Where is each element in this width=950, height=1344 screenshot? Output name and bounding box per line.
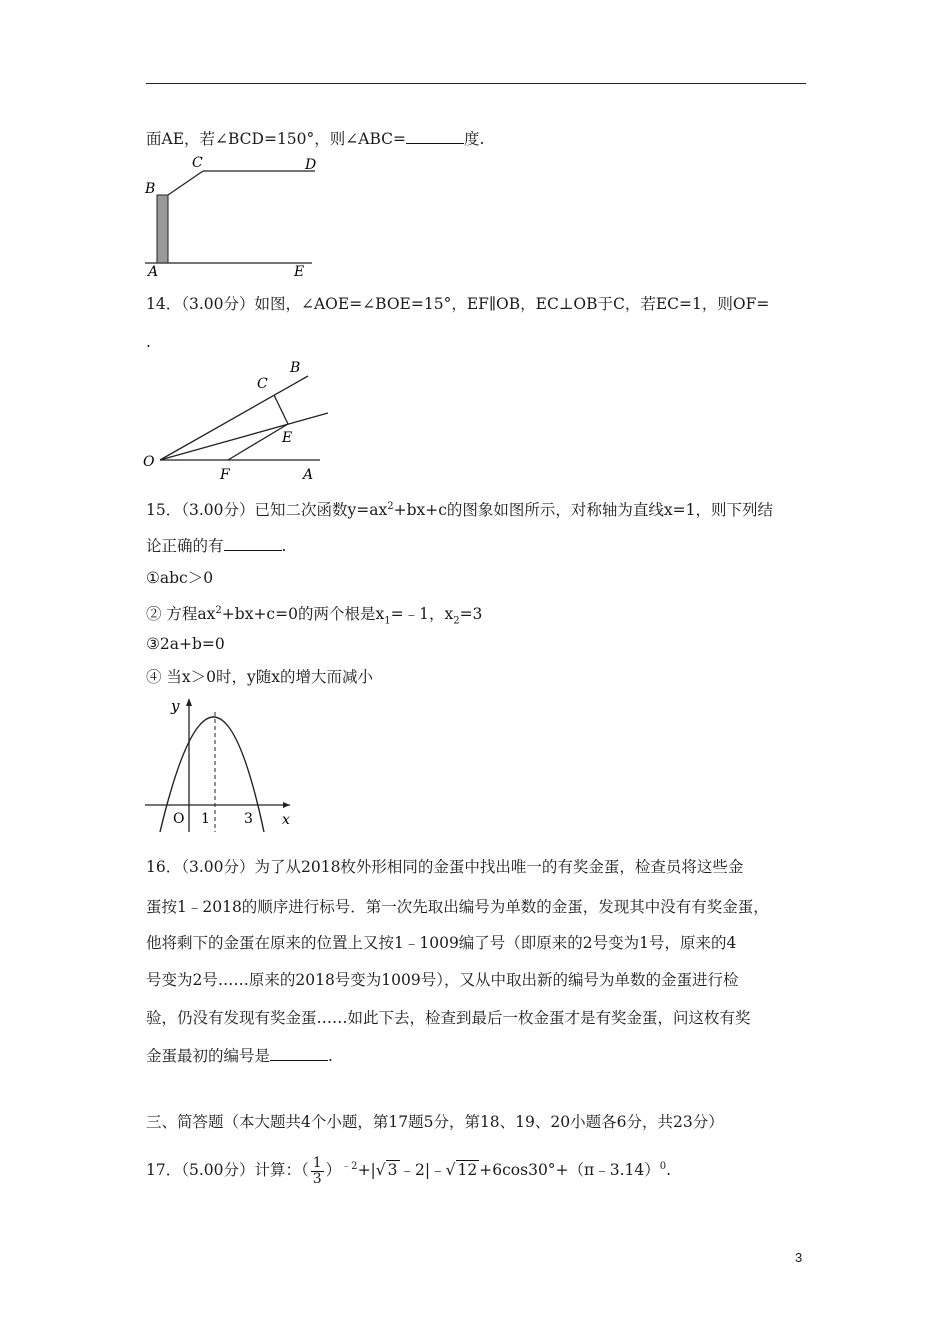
label-one: 1 [201, 811, 210, 827]
answer-blank-13[interactable] [406, 128, 464, 144]
q17-part1: ） [325, 1161, 342, 1180]
page-number: 3 [795, 1250, 803, 1265]
q15-option-1 [146, 568, 213, 588]
q15-line2-text: 论正确的有 [146, 537, 224, 555]
label-b: B [145, 181, 156, 197]
sqrt-3-radicand: 3 [387, 1161, 398, 1180]
sqrt-sign-12: √ [445, 1161, 456, 1180]
label-x: x [282, 812, 290, 828]
label-e: E [282, 430, 293, 446]
q16-line-6-text: 金蛋最初的编号是 [146, 1047, 271, 1065]
fraction-numerator: 1 [312, 1154, 322, 1171]
section-3-text: 三、简答题（本大题共4个小题，第17题5分，第18、19、20小题各6分，共23分） [146, 1113, 724, 1131]
label-a: A [303, 467, 314, 483]
label-y: y [171, 697, 180, 715]
q13-text-before: 面AE，若∠BCD=150°，则∠ABC= [146, 130, 406, 148]
q16-line-2 [146, 897, 769, 917]
label-o: O [143, 454, 155, 470]
label-a: A [148, 264, 159, 280]
q16-line-2-text: 蛋按1﹣2018的顺序进行标号．第一次先取出编号为单数的金蛋，发现其中没有有奖金蛋， [146, 898, 769, 916]
segment-ec [274, 395, 288, 424]
q16-line-3-text: 他将剩下的金蛋在原来的位置上又按1﹣1009编了号（即原来的2号变为1号，原来的4 [146, 934, 737, 952]
q15-line2-end: . [281, 537, 287, 555]
label-f: F [220, 467, 230, 483]
label-c: C [192, 155, 203, 171]
sqrt-12-radicand: 12 [457, 1161, 478, 1180]
fraction-denominator: 3 [312, 1170, 322, 1187]
q13-text-after: 度. [464, 130, 485, 148]
sqrt-sign-3: √ [375, 1161, 386, 1180]
option-1-text: ①abc＞0 [146, 569, 214, 587]
option-2-b: +bx+c=0的两个根是x [221, 605, 385, 624]
label-b: B [290, 360, 301, 376]
figure-13 [140, 155, 330, 280]
option-2-a: ② 方程ax [146, 605, 216, 624]
q15-option-2 [146, 601, 482, 631]
q14-text [146, 294, 769, 314]
option-3-text: ③2a+b=0 [146, 635, 225, 653]
q17-part4: +6cos30°+（π﹣3.14） [479, 1161, 660, 1180]
ray-oe [160, 413, 328, 460]
q16-line-3 [146, 933, 736, 953]
q17-prefix: 17．（5.00分）计算：（ [146, 1161, 309, 1180]
q15-line2 [146, 535, 286, 556]
figure-14 [140, 356, 340, 484]
option-2-sup: 2 [215, 605, 222, 616]
answer-blank-16[interactable] [270, 1045, 328, 1061]
wall-rect [157, 195, 168, 263]
q17-part3: ﹣2|﹣ [399, 1161, 446, 1180]
q17-exponent-1: ﹣2 [341, 1161, 358, 1172]
label-origin: O [173, 811, 185, 827]
option-2-d: =3 [459, 605, 483, 624]
fraction-one-third [311, 1156, 324, 1187]
q16-line-4 [146, 970, 739, 990]
q14-dot [146, 332, 151, 352]
option-2-sub1: 1 [384, 615, 391, 627]
q16-line-1 [146, 857, 743, 877]
header-rule [146, 83, 806, 84]
label-three: 3 [244, 811, 253, 827]
section-3-heading [146, 1112, 724, 1132]
figure-15 [140, 692, 300, 837]
label-d: D [305, 157, 317, 173]
q16-line-4-text: 号变为2号……原来的2018号变为1009号），又从中取出新的编号为单数的金蛋进行检 [146, 971, 739, 989]
label-e: E [294, 264, 305, 280]
q13-text [146, 128, 484, 149]
q15-suffix: +bx+c的图象如图所示，对称轴为直线x=1，则下列结 [393, 501, 774, 520]
q16-line-6-end: . [328, 1047, 333, 1065]
label-c: C [257, 376, 268, 392]
option-4-text: ④ 当x＞0时，y随x的增大而减小 [146, 668, 374, 686]
answer-blank-15[interactable] [224, 535, 282, 551]
q16-line-1-text: 16．（3.00分）为了从2018枚外形相同的金蛋中找出唯一的有奖金蛋，检查员将这些金 [146, 858, 744, 876]
q15-sup: 2 [387, 501, 394, 512]
q16-line-6 [146, 1045, 333, 1066]
segment-ef [228, 424, 288, 460]
q15-option-4 [146, 667, 373, 687]
q17-exponent-2: 0 [659, 1161, 667, 1172]
q16-line-5-text: 验，仍没有发现有奖金蛋……如此下去，检查到最后一枚金蛋才是有奖金蛋，问这枚有奖 [146, 1009, 751, 1027]
x-axis-arrow [283, 802, 290, 808]
q17-part2: +| [357, 1161, 376, 1180]
y-axis-arrow [186, 698, 192, 706]
q15-prefix: 15．（3.00分）已知二次函数y=ax [146, 501, 388, 520]
q15-option-3 [146, 634, 225, 654]
option-2-sub2: 2 [453, 615, 460, 627]
q14-question: 14．（3.00分）如图，∠AOE=∠BOE=15°，EF∥OB，EC⊥OB于C，若EC=1，则OF= [146, 295, 770, 313]
q16-line-5 [146, 1008, 751, 1028]
q15-line1 [146, 497, 773, 520]
option-2-c: =﹣1，x [390, 605, 454, 624]
q17-end: . [666, 1161, 672, 1180]
line-bc [168, 171, 203, 195]
q14-dot-char: . [146, 333, 151, 351]
q17-text [146, 1150, 671, 1187]
